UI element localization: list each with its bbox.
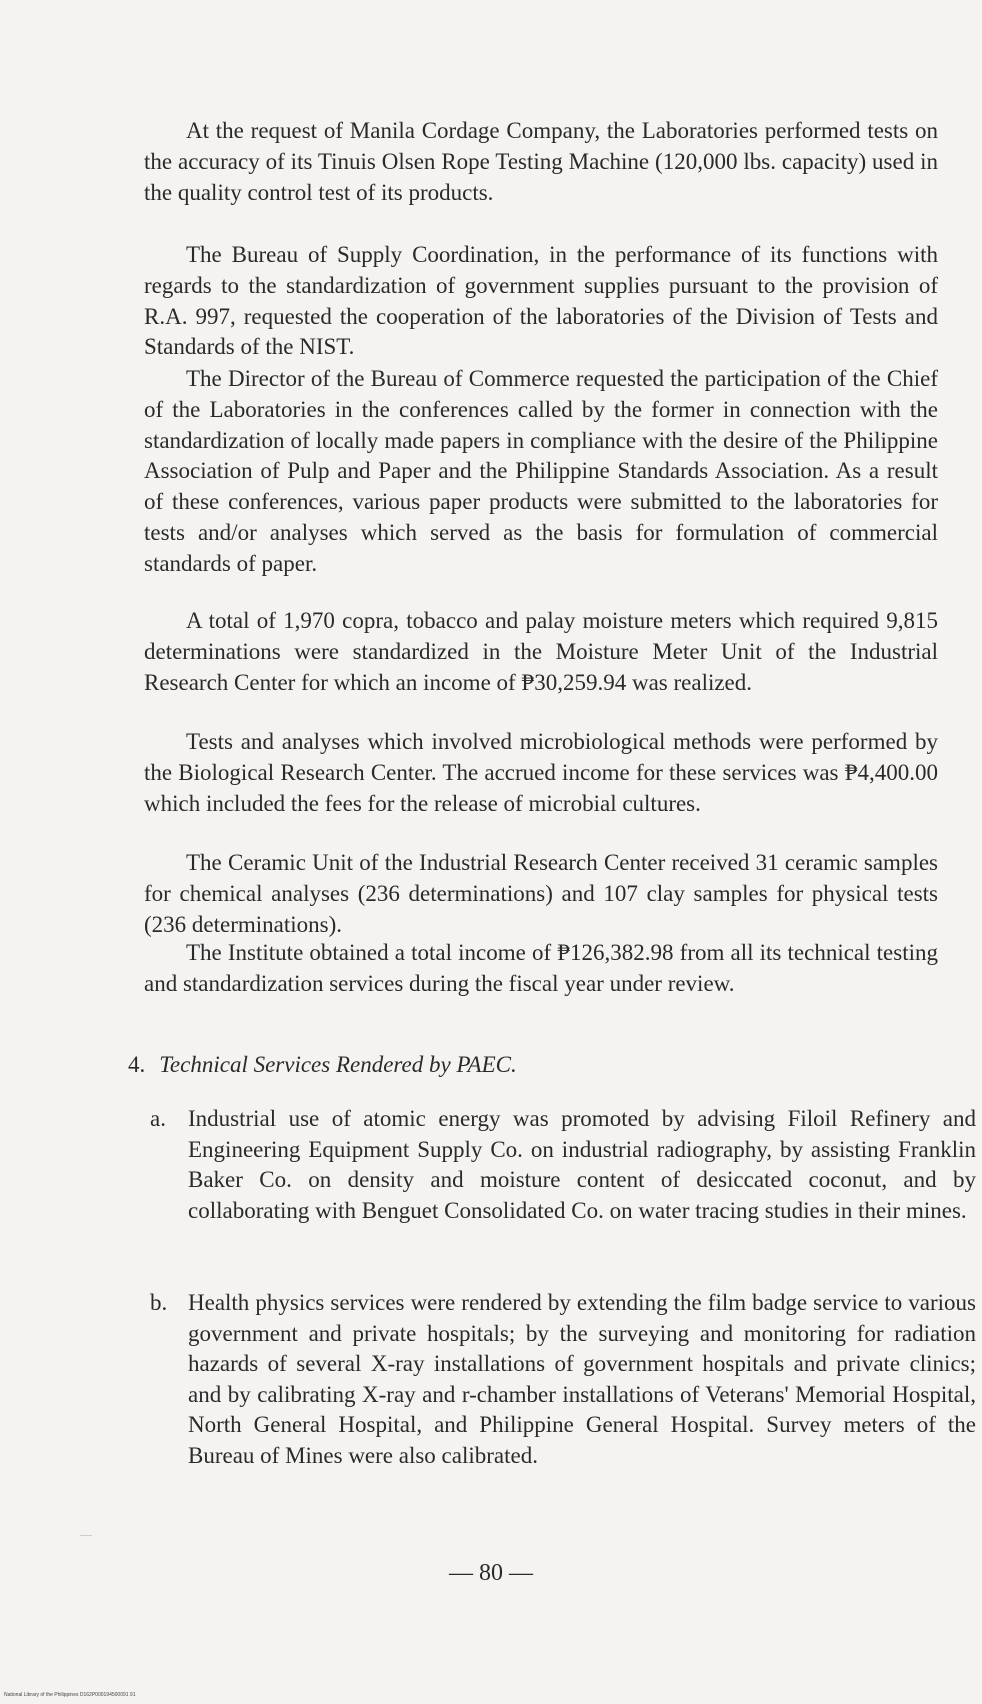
list-item <box>150 1288 976 1471</box>
scan-footer: National Library of the Philippines D162P000194500091 91 <box>4 1692 136 1698</box>
list-item-marker: b. <box>150 1290 168 1315</box>
page-number: — 80 — <box>449 1560 533 1586</box>
paragraph-manila-cordage: At the request of Manila Cordage Company, the Laboratories performed tests on the accuracy of its Tinuis Olsen Rope Testing Machine (120,000 lbs. capacity) used in the quality control test of its products. <box>144 118 938 205</box>
paragraph-ceramic-unit: The Ceramic Unit of the Industrial Research Center received 31 ceramic samples for chemical analyses (236 determinations) and 107 clay samples for physical tests (236 determinations). <box>144 850 938 937</box>
list-item <box>150 1104 976 1226</box>
section-title: Technical Services Rendered by PAEC. <box>159 1052 517 1077</box>
list-item-text: Health physics services were rendered by extending the film badge service to various government and private hospitals; by the surveying and monitoring for radiation hazards of several X-ray installations of government hospitals and private clinics; and by calibrating X-ray and r-chamber installations of Veterans' Memorial Hospital, North General Hospital, and Philippine General Hospital. Survey meters of the Bureau of Mines were also calibrated. <box>188 1290 976 1468</box>
paragraph-total-income: The Institute obtained a total income of ₱126,382.98 from all its technical testing and standardization services during the fiscal year under review. <box>144 940 938 996</box>
paragraph-bureau-commerce: The Director of the Bureau of Commerce requested the participation of the Chief of the Laboratories in the conferences called by the former in connection with the standardization of locally made papers in compliance with the desire of the Philippine Association of Pulp and Paper and the Philippine Standards Association. As a result of these conferences, various paper products were submitted to the laboratories for tests and/or analyses which served as the basis for formulation of commercial standards of paper. <box>144 366 938 576</box>
list-item-marker: a. <box>150 1106 166 1131</box>
paragraph-moisture-meters: A total of 1,970 copra, tobacco and palay moisture meters which required 9,815 determinations were standardized in the Moisture Meter Unit of the Industrial Research Center for which an income of ₱30,259.94 was realized. <box>144 608 938 695</box>
paragraph-microbiological: Tests and analyses which involved microbiological methods were performed by the Biological Research Center. The accrued income for these services was ₱4,400.00 which included the fees for the release of microbial cultures. <box>144 729 938 816</box>
section-number: 4. <box>128 1052 146 1077</box>
scan-speck <box>80 1535 92 1536</box>
paragraph-bureau-supply: The Bureau of Supply Coordination, in the performance of its functions with regards to the standardization of government supplies pursuant to the provision of R.A. 997, requested the cooperation of the laboratories of the Division of Tests and Standards of the NIST. <box>144 242 938 360</box>
section-heading <box>128 1052 517 1078</box>
list-item-text: Industrial use of atomic energy was promoted by advising Filoil Refinery and Engineering Equipment Supply Co. on industrial radiography, by assisting Franklin Baker Co. on density and moisture content of desiccated coconut, and by collaborating with Benguet Consolidated Co. on water tracing studies in their mines. <box>188 1106 976 1223</box>
